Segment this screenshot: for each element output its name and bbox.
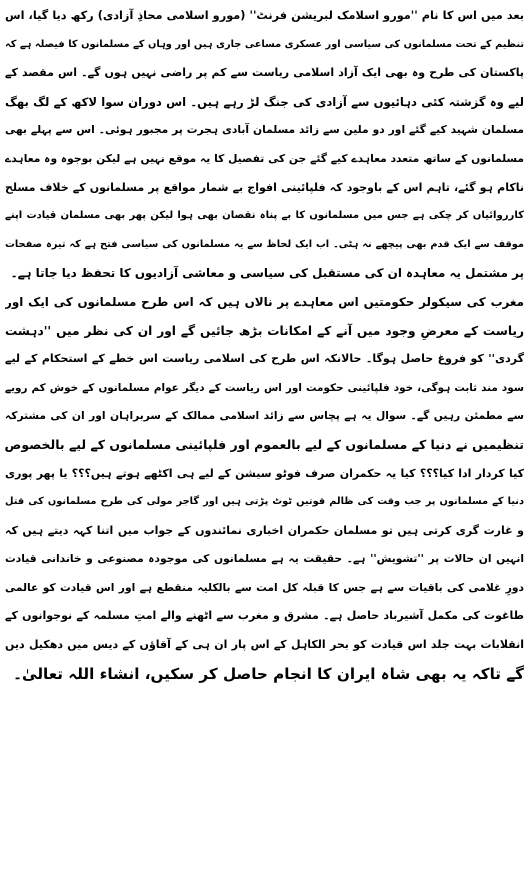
text-line: موقف سے ایک قدم بھی پیچھے نہ ہٹی۔ اب ایک لحاظ سے یہ مسلمانوں کی سیاسی فتح ہے کہ تیرہ صفحات [5,238,524,250]
text-line: دورِ غلامی کی باقیات سے ہے جس کا قبلہ کل امت سے بالکلیہ منقطع ہے اور اس قیادت کو عالمی [5,580,524,594]
text-line: تنظیمیں نے دنیا کے مسلمانوں کے لیے بالعموم اور فلپائینی مسلمانوں کے لیے بالخصوص [5,436,524,452]
text-line: انہیں ان حالات پر ''تشویش'' ہے۔ حقیقت یہ ہے مسلمانوں کی موجودہ مصنوعی و خاندانی قیادت [5,552,524,566]
text-line: گے تاکہ یہ بھی شاہ ایران کا انجام حاصل کر سکیں، انشاء اللہ تعالیٰ۔ [13,664,524,683]
text-line: مسلمان شہید کیے گئے اور دو ملین سے زائد مسلمان آبادی ہجرت پر مجبور ہوئی۔ اس سے پہلے بھی [5,123,524,137]
text-line: دنیا کے مسلمانوں پر جب وقت کی ظالم قوتیں ٹوٹ پڑتی ہیں اور گاجر مولی کی طرح مسلمانوں کی قتل [5,496,524,508]
text-line: گردی'' کو فروغ حاصل ہوگا۔ حالانکہ اس طرح کی اسلامی ریاست اس خطے کے استحکام کے لیے [5,352,524,366]
paragraph [5,2,524,288]
text-line: پر مشتمل یہ معاہدہ ان کی مستقبل کی سیاسی و معاشی آزادیوں کا تحفظ دیا جاتا ہے۔ [10,266,524,281]
text-line: مغرب کی سیکولر حکومتیں اس معاہدے پر نالاں ہیں کہ اس طرح مسلمانوں کی ایک اور [5,294,524,309]
text-line: تنظیم کے تحت مسلمانوں کی سیاسی اور عسکری مساعی جاری ہیں اور وہاں کے مسلمانوں کا فیصلہ ہے کہ [5,38,524,50]
text-line: ناکام ہو گئے، تاہم اس کے باوجود کہ فلپائینی افواج بے شمار مواقع پر مسلمانوں کے خلاف مسلح [5,180,524,194]
text-line: سے مطمئن رہیں گے۔ سوال یہ ہے پچاس سے زائد اسلامی ممالک کے سربراہان اور ان کی مشترکہ [5,409,524,423]
text-line: ریاست کے معرضِ وجود میں آنے کے امکانات بڑھ جائیں گے اور ان کی نظر میں ''دہشت [5,323,524,338]
paragraph [5,288,524,688]
text-line: مسلمانوں کے ساتھ متعدد معاہدے کیے گئے جن کی تفصیل کا یہ موقع نہیں ہے لیکن بوجوہ وہ معاہدے [5,151,524,165]
text-line: انقلابات بہت جلد اس قیادت کو بحر الکاہل کے اس پار ان ہی کے آقاؤں کے دیس میں دھکیل دیں [5,638,524,652]
text-line: و غارت گری کرتی ہیں تو مسلمان حکمران اخباری نمائندوں کے جواب میں اتنا کہہ دیتے ہیں کہ [5,523,524,537]
text-line: طاغوت کی مکمل آشیرباد حاصل ہے۔ مشرق و مغرب سے اٹھنے والے امتِ مسلمہ کے نوجوانوں کے [5,609,524,623]
text-line: بعد میں اس کا نام ''مورو اسلامک لبریشن فرنٹ'' (مورو اسلامی محاذِ آزادی) رکھ دیا گیا، اس [5,9,524,22]
text-line: کارروائیاں کر چکی ہے جس میں مسلمانوں کا بے پناہ نقصان بھی ہوا لیکن پھر بھی مسلمان قیادت اپنے [5,210,524,222]
text-line: لیے وہ گزشتہ کئی دہائیوں سے آزادی کی جنگ لڑ رہے ہیں۔ اس دوران سوا لاکھ کے لگ بھگ [5,94,524,109]
text-line: پاکستان کی طرح وہ بھی ایک آزاد اسلامی ریاست سے کم پر راضی نہیں ہوں گے۔ اس مقصد کے [5,66,524,80]
text-line: کیا کردار ادا کیا؟؟؟ کیا یہ حکمران صرف فوٹو سیشن کے لیے ہی اکٹھے ہوتے ہیں؟؟؟ یا پھر پوری [5,466,524,480]
text-line: سود مند ثابت ہوگی، خود فلپائینی حکومت اور اس ریاست کے دیگر عوام مسلمانوں کے خوش کم رویے [5,381,524,394]
